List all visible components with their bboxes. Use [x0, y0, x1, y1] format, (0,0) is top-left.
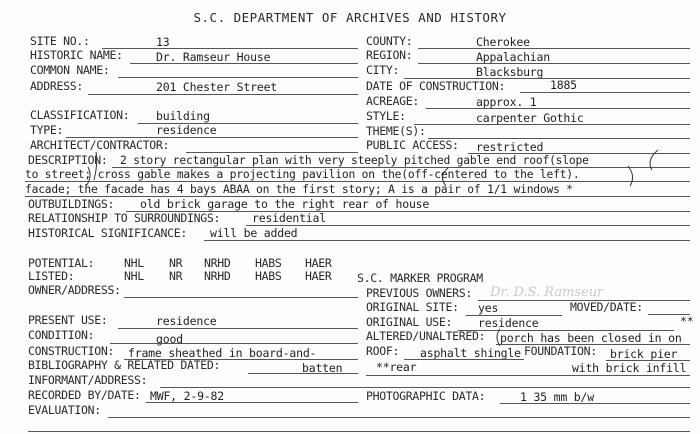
historical-significance-value: will be added [210, 226, 298, 240]
condition-label: CONDITION: [28, 328, 95, 342]
listed-haer: HAER [305, 269, 332, 283]
relationship-value: residential [252, 211, 326, 225]
informant-label: INFORMANT/ADDRESS: [28, 373, 148, 387]
listed-label: LISTED: [28, 269, 75, 283]
listed-nrhd: NRHD [204, 269, 231, 283]
original-use-label: ORIGINAL USE: [366, 315, 453, 329]
public-access-label: PUBLIC ACCESS: [366, 138, 459, 152]
previous-owners-value: Dr. D.S. Ramseur [490, 285, 604, 300]
address-value: 201 Chester Street [156, 80, 278, 94]
foundation-value: brick pier [610, 347, 678, 361]
address-label: ADDRESS: [30, 79, 83, 93]
photographic-data-label: PHOTOGRAPHIC DATA: [366, 389, 486, 403]
ink-paren-open [650, 150, 658, 170]
construction-value: frame sheathed in board-and- [128, 346, 317, 360]
previous-owners-label: PREVIOUS OWNERS: [366, 286, 472, 300]
potential-nr: NR [169, 256, 183, 270]
type-value: residence [156, 123, 217, 137]
region-label: REGION: [366, 48, 413, 62]
description-label: DESCRIPTION: [28, 153, 108, 167]
date-of-construction-label: DATE OF CONSTRUCTION: [366, 79, 506, 93]
condition-value: good [156, 332, 183, 346]
style-label: STYLE: [366, 109, 406, 123]
original-site-label: ORIGINAL SITE: [366, 300, 459, 314]
altered-value: porch has been closed in on [500, 331, 682, 345]
style-value: carpenter Gothic [476, 111, 584, 125]
listed-nhl: NHL [124, 269, 144, 283]
marker-program-label: S.C. MARKER PROGRAM [357, 271, 483, 285]
public-access-value: restricted [476, 140, 544, 154]
original-site-value: yes [478, 301, 499, 315]
original-use-mark: ** [680, 314, 694, 328]
date-of-construction-value: 1885 [550, 78, 577, 92]
description-line-3: facade; the facade has 4 bays ABAA on the first story; A is a pair of 1/1 windows * [25, 183, 573, 196]
potential-nhl: NHL [124, 256, 144, 270]
owner-address-label: OWNER/ADDRESS: [28, 283, 121, 297]
altered-label: ALTERED/UNALTERED: [366, 329, 486, 343]
ink-stroke-description [94, 152, 97, 180]
present-use-value: residence [156, 314, 217, 328]
themes-label: THEME(S): [366, 124, 426, 138]
outbuildings-label: OUTBUILDINGS: [28, 197, 115, 211]
historical-significance-label: HISTORICAL SIGNIFICANCE: [28, 226, 187, 240]
construction-continued: batten [302, 361, 343, 375]
roof-continued: **rear [376, 360, 417, 374]
listed-nr: NR [169, 269, 183, 283]
potential-nrhd: NRHD [204, 256, 231, 270]
potential-haer: HAER [305, 256, 332, 270]
bibliography-label: BIBLIOGRAPHY & RELATED DATED: [28, 358, 221, 372]
historic-name-label: HISTORIC NAME: [30, 48, 123, 62]
moved-date-label: MOVED/DATE: [570, 300, 643, 314]
city-value: Blacksburg [476, 65, 544, 79]
county-value: Cherokee [476, 35, 530, 49]
site-no-value: 13 [156, 35, 170, 49]
roof-label: ROOF: [366, 344, 400, 358]
original-use-value: residence [478, 316, 539, 330]
listed-habs: HABS [255, 269, 282, 283]
description-line-1: 2 story rectangular plan with very steeply pitched gable end roof(slope [120, 154, 589, 167]
construction-label: CONSTRUCTION: [28, 344, 115, 358]
acreage-label: ACREAGE: [366, 94, 419, 108]
site-no-label: SITE NO.: [30, 34, 90, 48]
form-header: S.C. DEPARTMENT OF ARCHIVES AND HISTORY [193, 10, 507, 25]
historic-name-value: Dr. Ramseur House [156, 50, 271, 64]
foundation-label: FOUNDATION: [524, 344, 597, 358]
photographic-data-value: 1 35 mm b/w [520, 390, 594, 404]
city-label: CITY: [366, 63, 400, 77]
ink-paren-right [628, 166, 633, 186]
potential-habs: HABS [255, 256, 282, 270]
ink-paren-close [86, 167, 90, 186]
region-value: Appalachian [476, 50, 550, 64]
ink-paren-altered [497, 329, 500, 346]
relationship-label: RELATIONSHIP TO SURROUNDINGS: [28, 211, 221, 225]
common-name-label: COMMON NAME: [30, 63, 110, 77]
outbuildings-value: old brick garage to the right rear of house [140, 197, 430, 211]
ink-paren-left [442, 168, 448, 186]
county-label: COUNTY: [366, 34, 413, 48]
architect-label: ARCHITECT/CONTRACTOR: [30, 138, 170, 152]
potential-label: POTENTIAL: [28, 256, 95, 270]
description-line-2: to street; cross gable makes a projecting pavilion on the(off-centered to the left). [25, 168, 580, 181]
classification-label: CLASSIFICATION: [30, 108, 130, 122]
present-use-label: PRESENT USE: [28, 313, 108, 327]
type-label: TYPE: [30, 123, 64, 137]
evaluation-label: EVALUATION: [28, 403, 101, 417]
classification-value: building [156, 109, 210, 123]
roof-value: asphalt shingle [420, 346, 521, 360]
foundation-continued: with brick infill [572, 361, 687, 375]
recorded-by-value: MWF, 2-9-82 [150, 389, 224, 403]
recorded-by-label: RECORDED BY/DATE: [28, 388, 141, 402]
acreage-value: approx. 1 [476, 95, 537, 109]
